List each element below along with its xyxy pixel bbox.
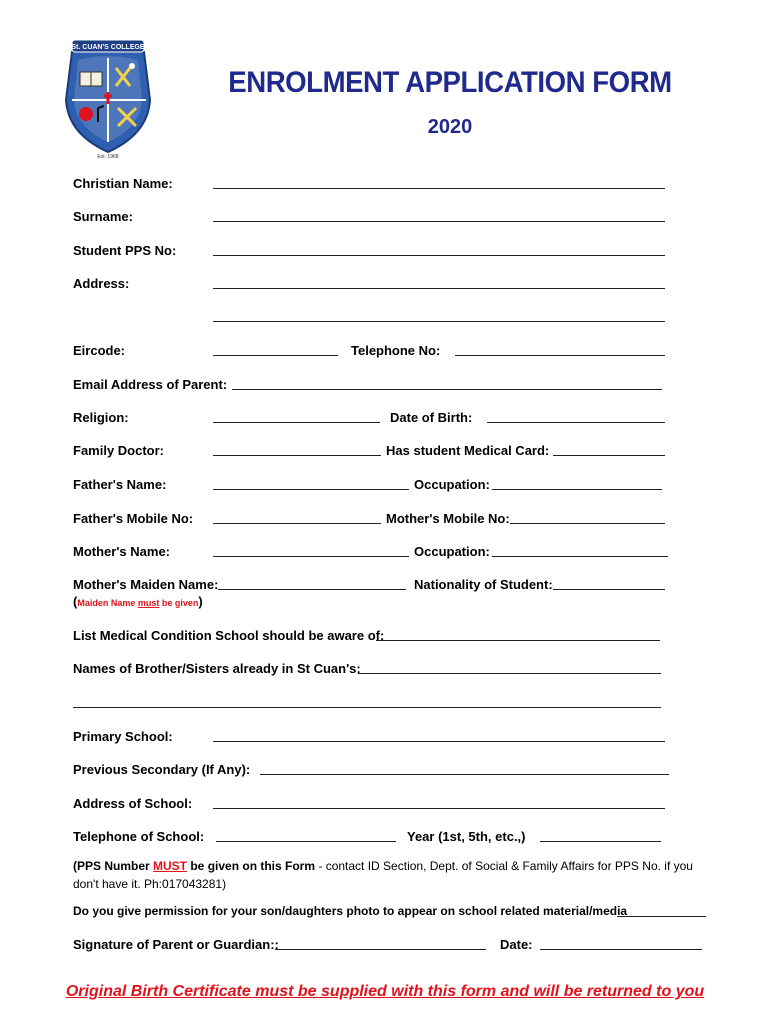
maiden-note-must: must <box>137 598 160 608</box>
siblings-field-line-1[interactable] <box>358 673 661 674</box>
christian-name-label: Christian Name: <box>73 176 173 191</box>
school-address-label: Address of School: <box>73 796 193 811</box>
eircode-label: Eircode: <box>73 343 126 358</box>
siblings-field-line-2[interactable] <box>73 707 661 708</box>
mother-occupation-label: Occupation: <box>414 544 490 559</box>
mothers-maiden-label: Mother's Maiden Name: <box>73 577 219 592</box>
medical-card-label: Has student Medical Card: <box>386 443 550 458</box>
mothers-mobile-label: Mother's Mobile No: <box>386 511 510 526</box>
pps-note-c: - contact ID Section, Dept. of Social & Family Affairs for PPS No. if you don't have it. Ph:017043281) <box>73 859 693 891</box>
fathers-mobile-label: Father's Mobile No: <box>73 511 194 526</box>
school-year-field[interactable] <box>540 841 661 842</box>
maiden-note-text-b: be given <box>159 598 199 608</box>
pps-instruction-note <box>73 857 713 893</box>
photo-permission-field[interactable] <box>617 916 706 917</box>
nationality-label: Nationality of Student: <box>414 577 553 592</box>
surname-label: Surname: <box>73 209 133 224</box>
date-field[interactable] <box>540 949 702 950</box>
medical-card-field[interactable] <box>553 455 665 456</box>
photo-permission-label: Do you give permission for your son/daughters photo to appear on school related material/media <box>73 904 628 918</box>
fathers-mobile-field[interactable] <box>213 523 381 524</box>
pps-note-must: MUST <box>153 859 188 873</box>
telephone-field[interactable] <box>455 355 665 356</box>
fathers-name-field[interactable] <box>213 489 409 490</box>
father-occupation-label: Occupation: <box>414 477 490 492</box>
telephone-label: Telephone No: <box>351 343 441 358</box>
pps-label: Student PPS No: <box>73 243 177 258</box>
address-field-line-1[interactable] <box>213 288 665 289</box>
mothers-name-label: Mother's Name: <box>73 544 170 559</box>
pps-field[interactable] <box>213 255 665 256</box>
birth-certificate-notice: Original Birth Certificate must be supplied with this form and will be returned to you <box>65 983 705 1000</box>
email-label: Email Address of Parent: <box>73 377 228 392</box>
father-occupation-field[interactable] <box>492 489 662 490</box>
nationality-field[interactable] <box>553 589 665 590</box>
crest-established-text: Est. 1968 <box>97 154 119 160</box>
dob-field[interactable] <box>487 422 665 423</box>
address-label: Address: <box>73 276 130 291</box>
mothers-maiden-field[interactable] <box>218 589 406 590</box>
family-doctor-field[interactable] <box>213 455 381 456</box>
siblings-label: Names of Brother/Sisters already in St Cuan's: <box>73 661 361 676</box>
maiden-note-close: ) <box>198 594 203 609</box>
school-year-label: Year (1st, 5th, etc.,) <box>407 829 526 844</box>
school-telephone-field[interactable] <box>216 841 396 842</box>
mothers-mobile-field[interactable] <box>510 523 665 524</box>
address-field-line-2[interactable] <box>213 321 665 322</box>
signature-field[interactable] <box>275 949 486 950</box>
fathers-name-label: Father's Name: <box>73 477 167 492</box>
eircode-field[interactable] <box>213 355 338 356</box>
previous-secondary-label: Previous Secondary (If Any): <box>73 762 251 777</box>
maiden-name-note <box>73 594 203 609</box>
primary-school-field[interactable] <box>213 741 665 742</box>
pps-note-b: be given on this Form <box>187 859 316 873</box>
primary-school-label: Primary School: <box>73 729 173 744</box>
date-label: Date: <box>500 937 533 952</box>
pps-note-a: (PPS Number <box>73 859 154 873</box>
maiden-note-text-a: Maiden Name <box>77 598 138 608</box>
dob-label: Date of Birth: <box>390 410 473 425</box>
form-year: 2020 <box>427 116 473 138</box>
medical-condition-label: List Medical Condition School should be aware of: <box>73 628 385 643</box>
school-telephone-label: Telephone of School: <box>73 829 205 844</box>
previous-secondary-field[interactable] <box>260 774 669 775</box>
school-address-field[interactable] <box>213 808 665 809</box>
surname-field[interactable] <box>213 221 665 222</box>
religion-field[interactable] <box>213 422 380 423</box>
medical-condition-field[interactable] <box>376 640 660 641</box>
christian-name-field[interactable] <box>213 188 665 189</box>
email-field[interactable] <box>232 389 662 390</box>
mothers-name-field[interactable] <box>213 556 409 557</box>
religion-label: Religion: <box>73 410 129 425</box>
crest-banner-text: St. CUAN'S COLLEGE <box>71 44 145 51</box>
school-crest-logo <box>58 38 158 160</box>
mother-occupation-field[interactable] <box>492 556 668 557</box>
form-title: ENROLMENT APPLICATION FORM <box>228 66 672 99</box>
signature-label: Signature of Parent or Guardian:: <box>73 937 279 952</box>
maiden-note-open: ( <box>73 594 78 609</box>
family-doctor-label: Family Doctor: <box>73 443 165 458</box>
